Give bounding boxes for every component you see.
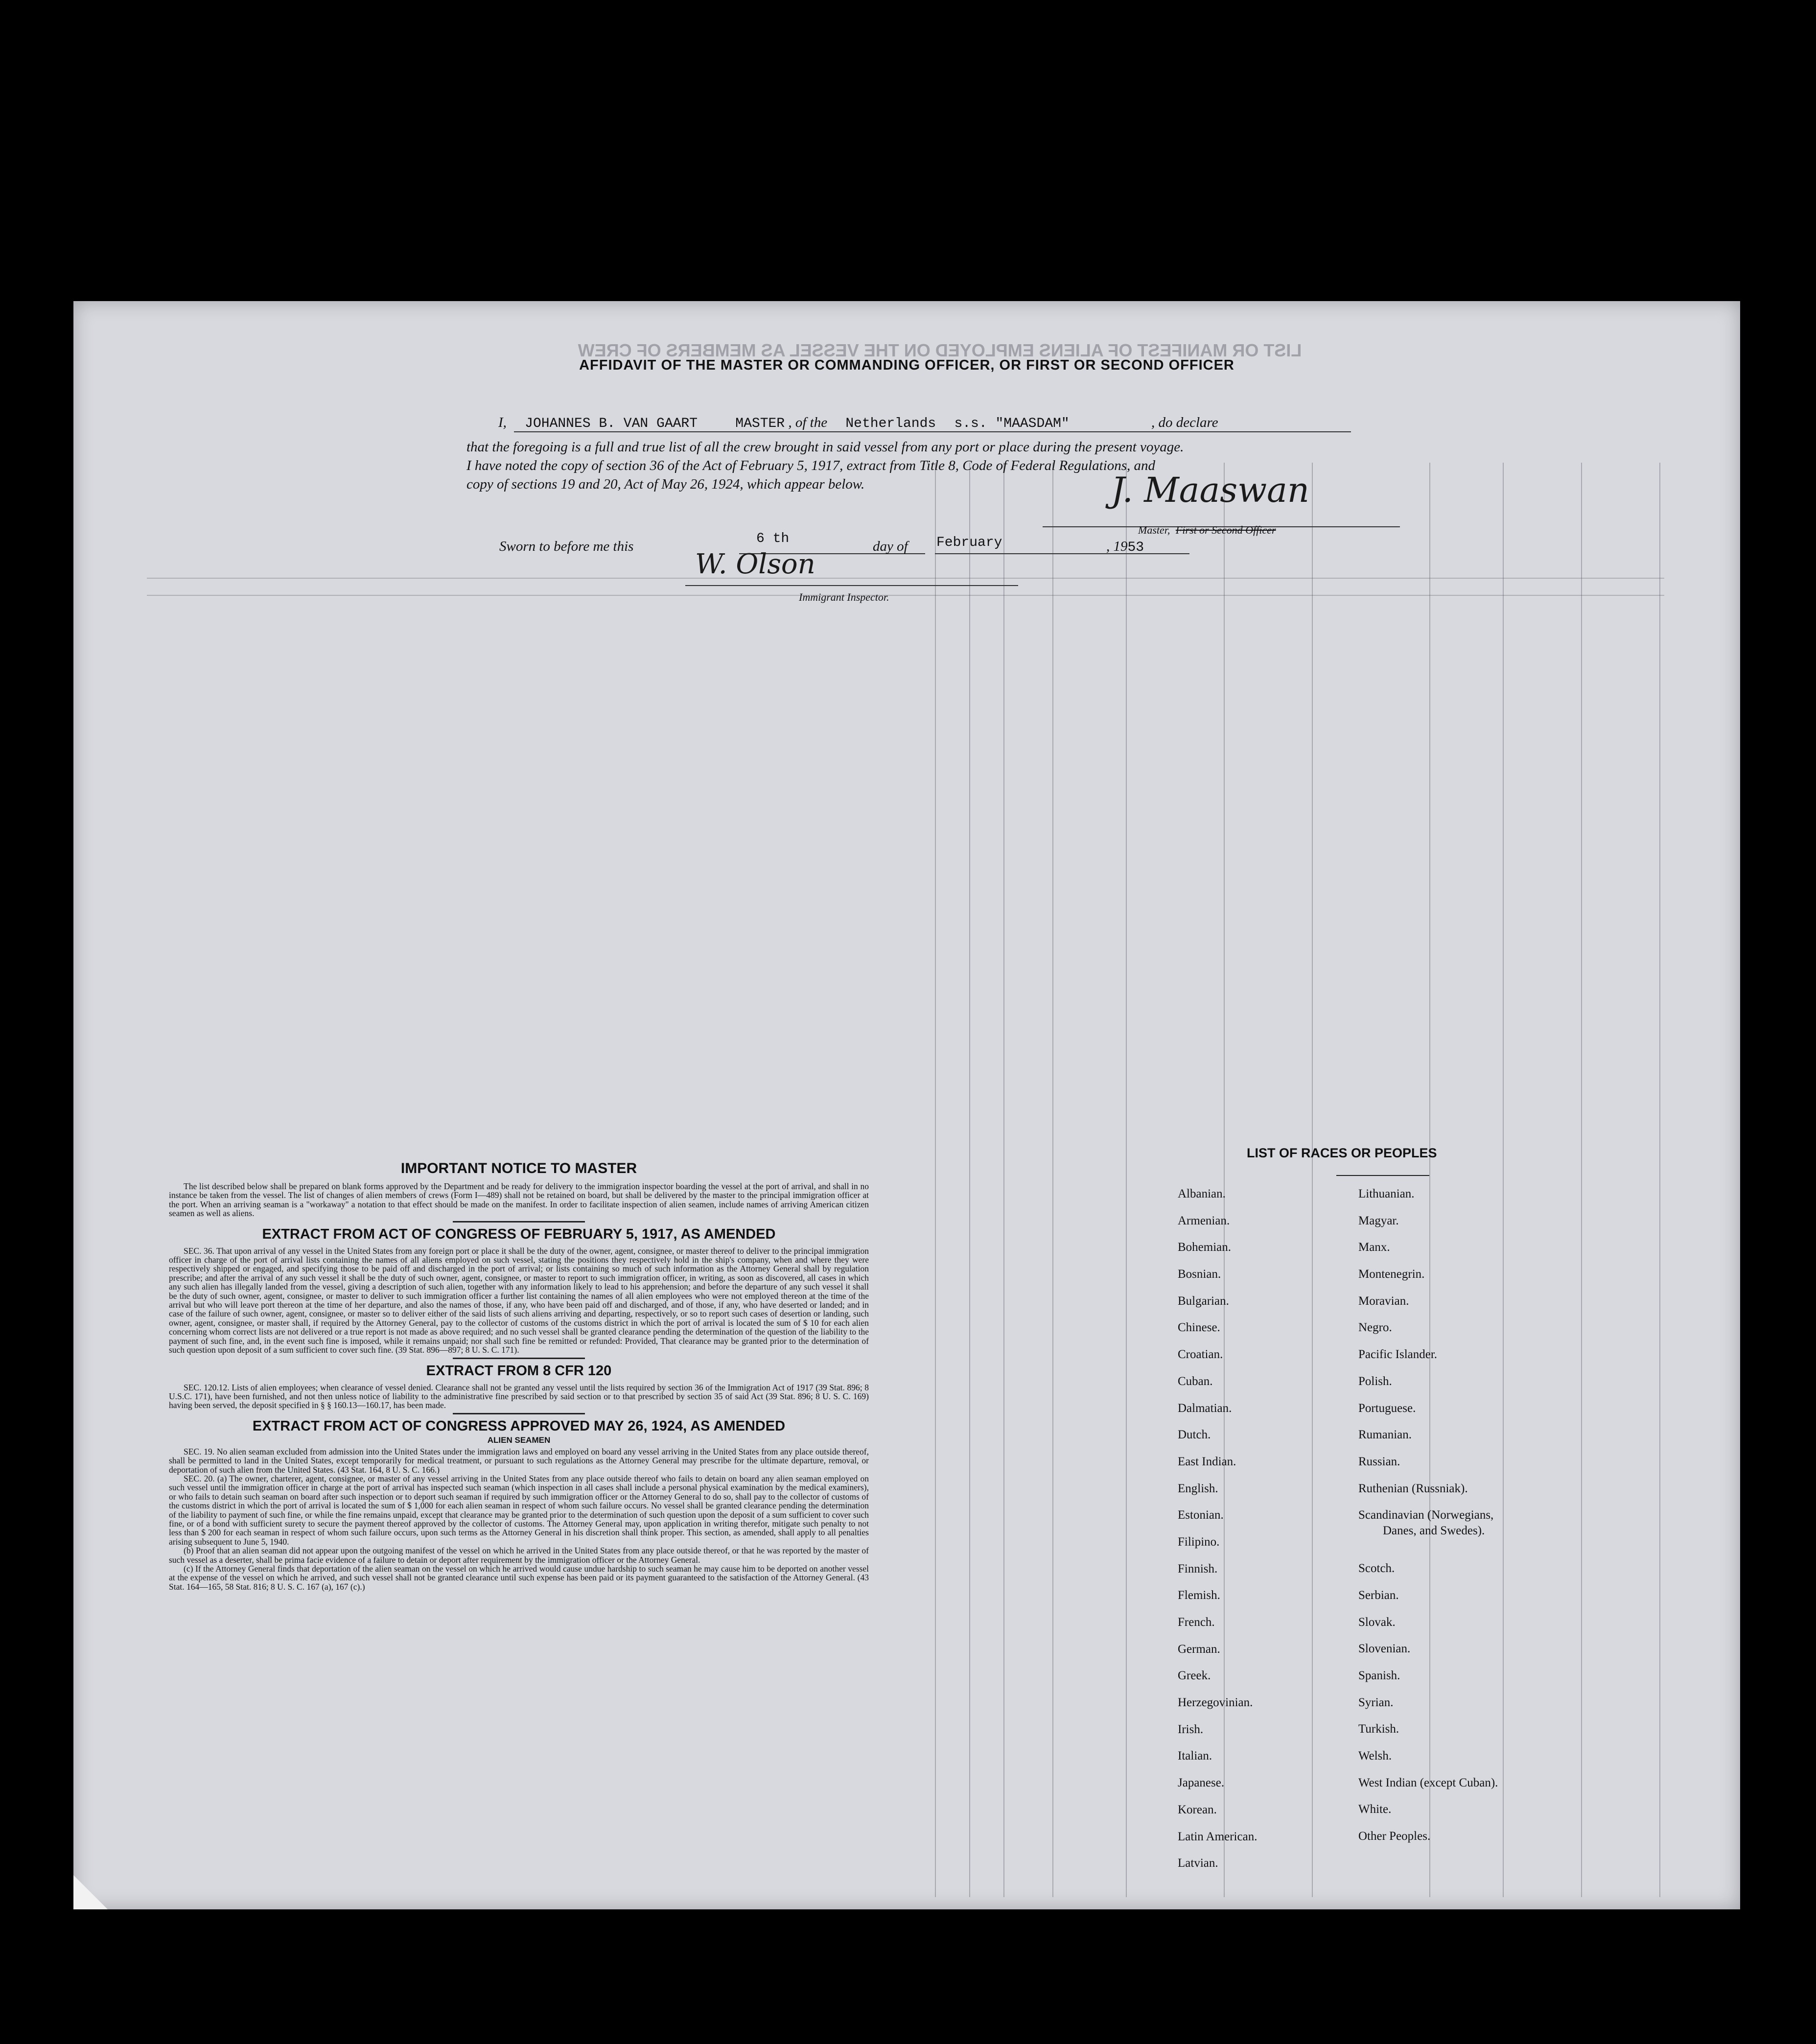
extract-cfr-title: EXTRACT FROM 8 CFR 120 xyxy=(426,1363,612,1379)
race-item: Armenian. xyxy=(1178,1214,1230,1227)
race-item: French. xyxy=(1178,1616,1215,1629)
sworn-month: February xyxy=(936,535,1002,550)
race-item: Cuban. xyxy=(1178,1374,1213,1388)
race-item: Bohemian. xyxy=(1178,1241,1232,1254)
race-item: Other Peoples. xyxy=(1358,1830,1431,1843)
race-item: Scotch. xyxy=(1358,1562,1395,1575)
extract-1924-sec20a: SEC. 20. (a) The owner, charterer, agent, consignee, or master of any vessel arriving in the United States from any place outside thereof who fails to detain on board any alien seaman employed on such vessel until the immigration officer in charge at the port of arrival has inspected such seaman (which inspection in all cases shall include a personal physical examination by the medical examiners), or who fails to detain such seaman on board after such inspection or to deport such seaman if required by such immigration officer or the Attorney General to do so, shall pay to the collector of customs of the customs district in which the port of arrival is located the sum of $ 1,000 for each alien seaman in respect of whom such failure occurs. No vessel shall be granted clearance pending the determination of the liability to payment of such fine, or while the fine remains unpaid, except that clearance may be granted prior to the determination of such question upon the deposit of a sum sufficient to cover such fine, or of a bond with sufficient surety to secure the payment thereof approved by the collector of customs. The Attorney General may, upon application in writing therefor, mitigate such penalty to not less than $ 200 for each seaman in respect of whom such failure occurs, upon such terms as the Attorney General in his discretion shall think proper. This section, as amended, shall apply to all penalties arising subsequent to June 5, 1940. xyxy=(169,1473,869,1547)
race-item: Spanish. xyxy=(1358,1669,1400,1682)
extract-1924-body xyxy=(169,1447,869,1592)
race-item: Estonian. xyxy=(1178,1508,1224,1522)
affidavit-line-4: copy of sections 19 and 20, Act of May 26, 1924, which appear below. xyxy=(466,476,865,492)
races-title: LIST OF RACES OR PEOPLES xyxy=(1247,1146,1437,1160)
affidavit-declaration-line xyxy=(498,415,1218,431)
ghost-column-line xyxy=(1659,463,1660,1897)
race-item: Flemish. xyxy=(1178,1589,1220,1602)
race-item: Finnish. xyxy=(1178,1562,1218,1575)
race-item: Manx. xyxy=(1358,1241,1390,1254)
race-item: Filipino. xyxy=(1178,1535,1220,1549)
notice-body xyxy=(169,1182,869,1218)
extract-1924-subtitle: ALIEN SEAMEN xyxy=(487,1435,551,1445)
nationality: Netherlands xyxy=(845,416,936,431)
race-item: Latin American. xyxy=(1178,1830,1257,1843)
race-item: Korean. xyxy=(1178,1803,1217,1816)
ghost-heading: LIST OR MANIFEST OF ALIENS EMPLOYED ON THE VESSEL AS MEMBERS OF CREW xyxy=(578,340,1302,360)
race-item: Danes, and Swedes). xyxy=(1383,1524,1485,1538)
races-column-2 xyxy=(1358,1187,1498,1856)
ghost-column-line xyxy=(1052,463,1053,1897)
race-item: German. xyxy=(1178,1642,1220,1656)
race-item: Greek. xyxy=(1178,1669,1211,1683)
race-item: Scandinavian (Norwegians, xyxy=(1358,1508,1494,1522)
races-title-rule xyxy=(1336,1175,1429,1176)
master-label: Master, xyxy=(1138,524,1170,536)
folded-corner xyxy=(73,1875,108,1909)
affidavit-title: AFFIDAVIT OF THE MASTER OR COMMANDING OFFICER, OR FIRST OR SECOND OFFICER xyxy=(579,357,1234,373)
extract-1924-title: EXTRACT FROM ACT OF CONGRESS APPROVED MAY 26, 1924, AS AMENDED xyxy=(252,1418,786,1434)
master-label-line xyxy=(1138,524,1276,537)
extract-1924-sec20b: (b) Proof that an alien seaman did not appear upon the outgoing manifest of the vessel on which he arrived in the United States from any place outside thereof, or that he was reported by the master of such vessel as a deserter, shall be prima facie evidence of a failure to detain or deport after requirement by the immigration officer or the Attorney General. xyxy=(169,1546,869,1565)
race-item: Slovenian. xyxy=(1358,1642,1411,1656)
race-item: Bosnian. xyxy=(1178,1268,1221,1281)
ghost-column-line xyxy=(1003,463,1004,1897)
master-signature: J. Maaswan xyxy=(1111,470,1309,510)
sworn-year: 53 xyxy=(1127,540,1144,555)
section-separator xyxy=(453,1221,585,1222)
notice-column xyxy=(169,1160,869,1591)
declarant-pronoun: I, xyxy=(498,415,507,430)
manifest-sheet xyxy=(73,301,1740,1909)
race-item: Lithuanian. xyxy=(1358,1187,1415,1200)
notice-paragraph: The list described below shall be prepared on blank forms approved by the Department and be ready for delivery to the immigration inspector boarding the vessel at the port of arrival, and shall in no instance be taken from the vessel. The list of changes of alien members of crews (Form I—489) shall not be retained on board, but shall be delivered by the master to the principal immigration officer at the port. When an arriving seaman is a "workaway" a notation to that effect should be made on the manifest. In order to facilitate inspection of alien seamen, include names of arriving American citizen seamen as well as aliens. xyxy=(169,1181,869,1219)
race-item: Serbian. xyxy=(1358,1588,1399,1602)
ghost-column-line xyxy=(1312,463,1313,1897)
race-item: Negro. xyxy=(1358,1321,1392,1335)
notice-title: IMPORTANT NOTICE TO MASTER xyxy=(400,1160,637,1176)
section-separator xyxy=(453,1358,585,1359)
ghost-row-line xyxy=(147,595,1664,596)
affidavit-line-3: I have noted the copy of section 36 of the Act of February 5, 1917, extract from Title 8, Code of Federal Regulations, and xyxy=(466,458,1156,473)
race-item: Dutch. xyxy=(1178,1428,1211,1442)
ghost-column-line xyxy=(1126,463,1127,1897)
ghost-row-line xyxy=(147,578,1664,579)
race-item: Albanian. xyxy=(1178,1187,1226,1200)
inspector-label: Immigrant Inspector. xyxy=(799,591,889,603)
section-separator xyxy=(453,1413,585,1414)
ghost-column-line xyxy=(1503,463,1504,1897)
extract-1917-body xyxy=(169,1246,869,1355)
race-item: Montenegrin. xyxy=(1358,1268,1425,1281)
race-item: White. xyxy=(1358,1803,1392,1816)
race-item: Moravian. xyxy=(1358,1294,1409,1308)
race-item: West Indian (except Cuban). xyxy=(1358,1776,1498,1789)
ghost-column-line xyxy=(935,463,936,1897)
sworn-line xyxy=(499,539,633,555)
extract-1924-sec19: SEC. 19. No alien seaman excluded from admission into the United States under the immigration laws and employed on board any vessel arriving in the United States from any place outside thereof, shall be permitted to land in the United States, except temporarily for medical treatment, or pursuant to such regulations as the Attorney General may prescribe for the ultimate departure, removal, or deportation of such alien from the United States. (43 Stat. 164, 8 U. S. C. 166.) xyxy=(169,1446,869,1475)
race-item: Herzegovinian. xyxy=(1178,1696,1253,1710)
sworn-label: Sworn to before me this xyxy=(499,539,634,554)
race-item: Rumanian. xyxy=(1358,1428,1412,1442)
race-item: Bulgarian. xyxy=(1178,1294,1229,1308)
extract-cfr-body xyxy=(169,1383,869,1410)
ghost-column-line xyxy=(969,463,970,1897)
sworn-year-line xyxy=(1106,539,1144,555)
race-item: Japanese. xyxy=(1178,1776,1225,1790)
year-prefix: , 19 xyxy=(1106,539,1128,554)
race-item: Welsh. xyxy=(1358,1749,1392,1763)
vessel-name: s.s. "MAASDAM" xyxy=(954,416,1070,431)
day-of-label: day of xyxy=(873,539,908,554)
race-item: Slovak. xyxy=(1358,1615,1396,1629)
race-item: Russian. xyxy=(1358,1455,1400,1468)
races-column-1 xyxy=(1178,1187,1257,1883)
race-item: Portuguese. xyxy=(1358,1401,1416,1415)
race-item: Dalmatian. xyxy=(1178,1401,1232,1415)
declaration-underline xyxy=(514,431,1351,432)
race-item: Turkish. xyxy=(1358,1722,1399,1736)
race-item: Magyar. xyxy=(1358,1214,1399,1227)
affidavit-line-2: that the foregoing is a full and true list of all the crew brought in said vessel from any port or place during the present voyage. xyxy=(466,439,1184,455)
inspector-signature-line xyxy=(685,585,1018,586)
race-item: Croatian. xyxy=(1178,1348,1223,1362)
ghost-column-line xyxy=(1581,463,1582,1897)
race-item: East Indian. xyxy=(1178,1455,1236,1468)
race-item: Polish. xyxy=(1358,1374,1392,1388)
of-the-label: , of the xyxy=(788,415,828,430)
sworn-month-underline xyxy=(935,553,1189,554)
do-declare-label: , do declare xyxy=(1151,415,1218,430)
race-item: Ruthenian (Russniak). xyxy=(1358,1481,1468,1495)
extract-cfr-paragraph: SEC. 120.12. Lists of alien employees; when clearance of vessel denied. Clearance shall not be granted any vessel until the lists required by section 36 of the Immigration Act of 1917 (39 Stat. 896; 8 U.S.C. 171), have been furnished, and not then unless notice of liability to the administrative fine prescribed by said section or to that prescribed by section 35 of said Act (39 Stat. 896; 8 U. S. C. 169) having been served, the deposit specified in § § 160.13—160.17, has been made. xyxy=(169,1382,869,1410)
extract-1924-sec20c: (c) If the Attorney General finds that deportation of the alien seaman on the vessel on which he arrived would cause undue hardship to such seaman he may cause him to be deported on another vessel at the expense of the vessel on which he arrived, and such vessel shall not be granted clearance until such expense has been paid or its payment guaranteed to the satisfaction of the Attorney General. (43 Stat. 164—165, 58 Stat. 816; 8 U. S. C. 167 (a), 167 (c).) xyxy=(169,1564,869,1592)
race-item: Irish. xyxy=(1178,1722,1204,1736)
sworn-day: 6 th xyxy=(756,531,790,546)
race-item: Pacific Islander. xyxy=(1358,1348,1438,1362)
declarant-rank: MASTER xyxy=(735,416,785,431)
extract-1917-title: EXTRACT FROM ACT OF CONGRESS OF FEBRUARY 5, 1917, AS AMENDED xyxy=(262,1226,776,1242)
declarant-name: JOHANNES B. VAN GAART xyxy=(525,416,698,431)
race-item: Latvian. xyxy=(1178,1856,1218,1870)
extract-1917-paragraph: SEC. 36. That upon arrival of any vessel in the United States from any foreign port or place it shall be the duty of the owner, agent, consignee, or master thereof to deliver to the principal immigration officer in charge of the port of arrival lists containing the names of all aliens employed on such vessel, stating the positions they respectively hold in the ship's company, when and where they were respectively shipped or engaged, and specifying those to be paid off and discharged in the port of arrival; or lists containing so much of such information as the Attorney General shall by regulation prescribe; and after the arrival of any such vessel it shall be the duty of such owner, agent, consignee, or master to report to such immigration officer, in writing, as soon as discovered, all cases in which any such alien has illegally landed from the vessel, giving a description of such alien, together with any information likely to lead to his apprehension; and before the departure of any such vessel it shall be the duty of such owner, agent, consignee, or master to deliver to such immigration officer a further list containing the names of all alien employees who were not employed thereon at the time of the arrival but who will leave port thereon at the time of her departure, and also the names of those, if any, who have been paid off and discharged, and of those, if any, who have deserted or landed; and in case of the failure of such owner, agent, consignee, or master so to deliver either of the said lists of such aliens arriving and departing, respectively, or so to report such cases of desertion or landing, such owner, agent, consignee, or master shall, if required by the Attorney General, pay to the collector of customs of the customs district in which the port of arrival is located the sum of $ 10 for each alien concerning whom correct lists are not delivered or a true report is not made as above required; and no such vessel shall be granted clearance pending the determination of the question of the liability to the payment of such fine, and, in the event such fine is imposed, while it remains unpaid; nor shall such fine be remitted or refunded: Provided, That clearance may be granted prior to the determination of such question upon deposit of a sum sufficient to cover such fine. (39 Stat. 896—897; 8 U. S. C. 171). xyxy=(169,1245,869,1355)
race-item: English. xyxy=(1178,1481,1218,1495)
race-item: Italian. xyxy=(1178,1749,1212,1763)
race-item: Chinese. xyxy=(1178,1321,1220,1335)
struck-officer-title: First or Second Officer xyxy=(1175,524,1276,536)
race-item: Syrian. xyxy=(1358,1695,1394,1709)
inspector-signature: W. Olson xyxy=(695,548,815,580)
